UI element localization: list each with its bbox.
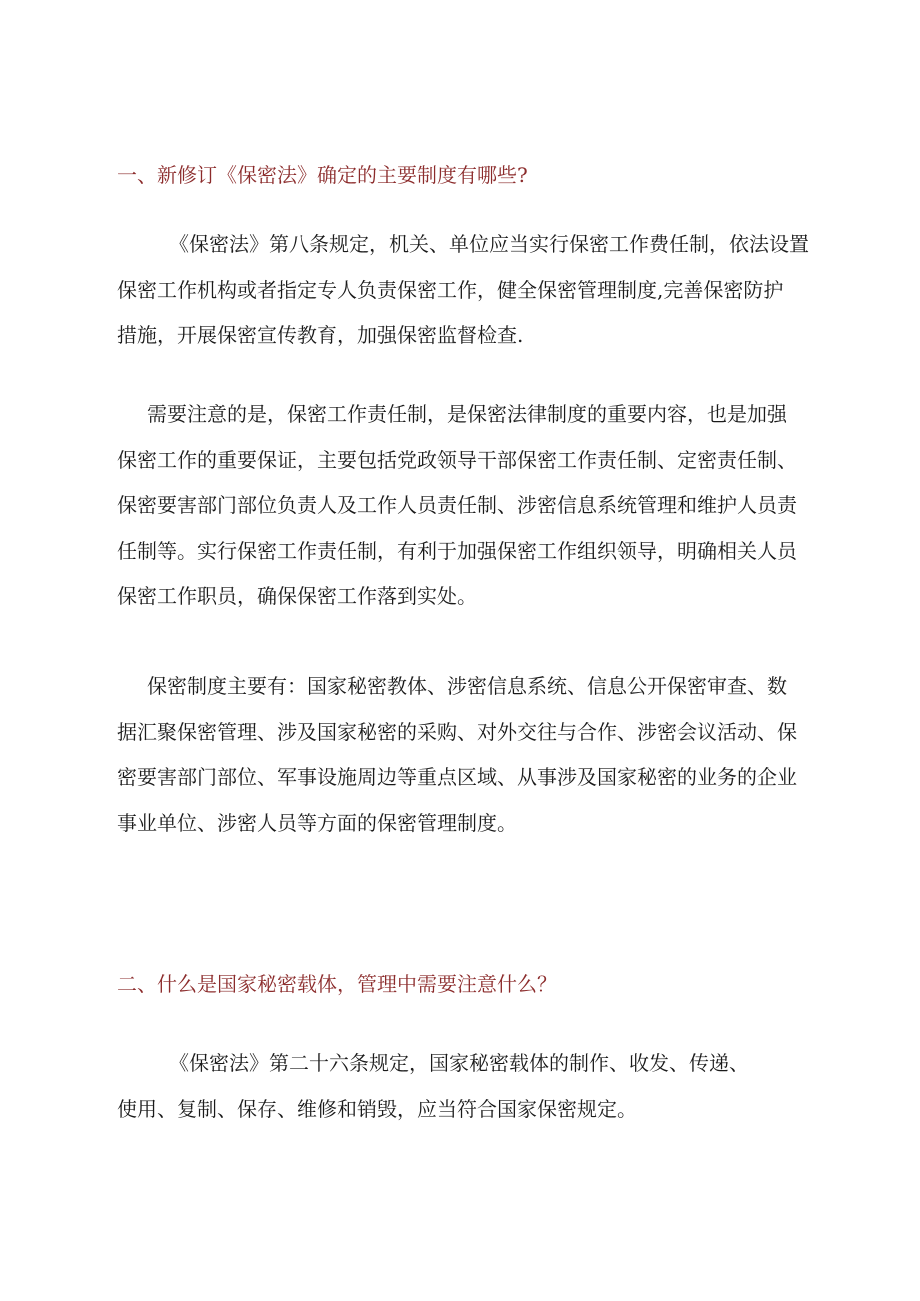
paragraph-line: 保密制度主要有：国家秘密教体、涉密信息系统、信息公开保密审查、数: [147, 674, 787, 698]
paragraph-line: 保密工作机构或者指定专人负责保密工作，健全保密管理制度,完善保密防护: [117, 277, 784, 302]
section-2-heading: 二、什么是国家秘密载体，管理中需要注意什么？: [117, 972, 557, 996]
paragraph-line: 保密要害部门部位负责人及工作人员责任制、涉密信息系统管理和维护人员责: [117, 493, 797, 517]
paragraph-line: 据汇聚保密管理、涉及国家秘密的采购、对外交往与合作、涉密会议活动、保: [117, 719, 797, 744]
paragraph-line: 措施，开展保密宣传教育，加强保密监督检查.: [117, 323, 524, 347]
paragraph-line: 保密工作职员，确保保密工作落到实处。: [117, 584, 477, 608]
paragraph-line: 保密工作的重要保证，主要包括党政领导干部保密工作责任制、定密责任制、: [117, 447, 797, 472]
paragraph-line: 《保密法》第二十六条规定，国家秘密载体的制作、收发、传递、: [169, 1051, 749, 1075]
paragraph-line: 需要注意的是，保密工作责任制，是保密法律制度的重要内容，也是加强: [147, 402, 787, 426]
section-1-paragraph-3: [117, 664, 797, 846]
paragraph-line: 使用、复制、保存、维修和销毁，应当符合国家保密规定。: [117, 1096, 637, 1121]
paragraph-line: 《保密法》第八条规定，机关、单位应当实行保密工作费任制，依法设置: [169, 232, 809, 256]
paragraph-line: 密要害部门部位、军事设施周边等重点区域、从事涉及国家秘密的业务的企业: [117, 765, 797, 789]
section-1-paragraph-1: [117, 222, 809, 359]
paragraph-line: 任制等。实行保密工作责任制，有利于加强保密工作组织领导，明确相关人员: [117, 538, 797, 563]
section-1-paragraph-2: [117, 392, 797, 620]
paragraph-line: 事业单位、涉密人员等方面的保密管理制度。: [117, 810, 517, 835]
section-1-heading: 一、新修订《保密法》确定的主要制度有哪些?: [117, 163, 528, 187]
section-2-paragraph-1: [117, 1041, 797, 1132]
